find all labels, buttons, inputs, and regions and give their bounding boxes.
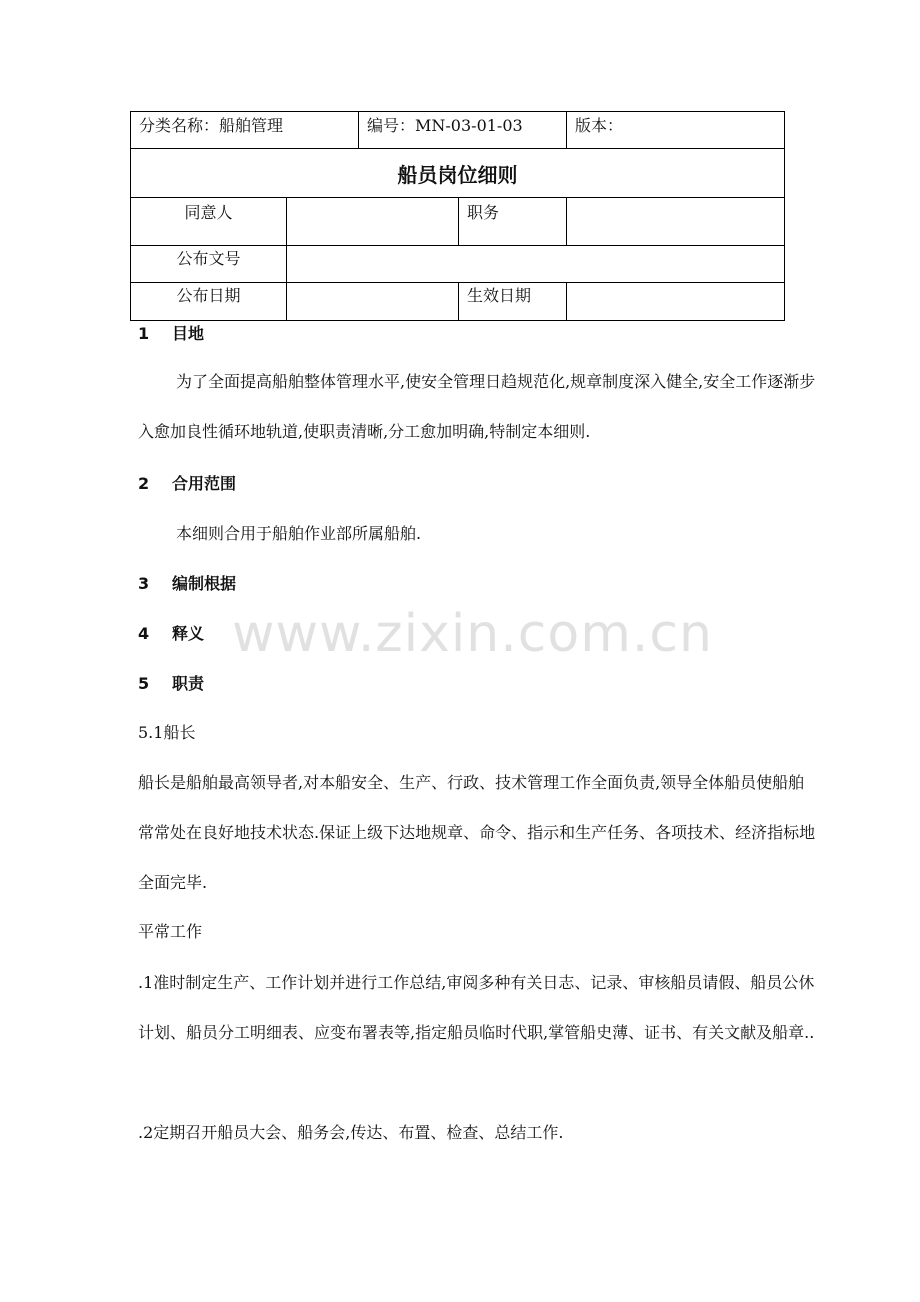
duty-item-1: .1准时制定生产、工作计划并进行工作总结,审阅多种有关日志、记录、审核船员请假、船员公休计划、船员分工明细表、应变布署表等,指定船员临时代职,掌管船史薄、证书、有关文献及船章.. (138, 973, 815, 1042)
section-title: 合用范围 (172, 474, 237, 493)
code-cell: 编号：MN-03-01-03 (359, 112, 567, 149)
position-label: 职务 (459, 198, 567, 246)
section-number: 1 (138, 324, 150, 343)
watermark: www.zixin.com.cn (232, 604, 713, 664)
document-header-table (130, 111, 785, 321)
section-number: 4 (138, 624, 150, 643)
section-title: 释义 (172, 624, 205, 643)
position-value (567, 198, 785, 246)
routine-work-heading: 平常工作 (138, 922, 203, 941)
section-2-paragraph: 本细则合用于船舶作业部所属船舶. (176, 524, 422, 543)
doc-number-label: 公布文号 (131, 246, 287, 283)
section-heading-3 (138, 574, 236, 594)
section-number: 5 (138, 674, 150, 693)
section-heading-5 (138, 674, 204, 694)
subsection-5-1-heading: 5.1船长 (138, 723, 196, 742)
section-title: 编制根据 (172, 574, 237, 593)
duty-item-2: .2定期召开船员大会、船务会,传达、布置、检查、总结工作. (138, 1123, 564, 1142)
section-title: 职责 (172, 674, 205, 693)
version-cell: 版本： (567, 112, 785, 149)
effective-date-label: 生效日期 (459, 283, 567, 321)
document-title: 船员岗位细则 (131, 149, 785, 198)
publish-date-label: 公布日期 (131, 283, 287, 321)
section-heading-1 (138, 324, 204, 344)
section-1-paragraph: 为了全面提高船舶整体管理水平,使安全管理日趋规范化,规章制度深入健全,安全工作逐渐步入愈加良性循环地轨道,使职责清晰,分工愈加明确,特制定本细则. (138, 372, 816, 441)
publish-date-value (287, 283, 459, 321)
approver-value (287, 198, 459, 246)
section-number: 3 (138, 574, 150, 593)
section-heading-4 (138, 624, 204, 644)
section-number: 2 (138, 474, 150, 493)
category-cell: 分类名称：船舶管理 (131, 112, 359, 149)
section-heading-2 (138, 474, 236, 494)
captain-paragraph: 船长是船舶最高领导者,对本船安全、生产、行政、技术管理工作全面负责,领导全体船员使船舶常常处在良好地技术状态.保证上级下达地规章、命令、指示和生产任务、各项技术、经济指标地全面完毕. (138, 773, 816, 892)
effective-date-value (567, 283, 785, 321)
doc-number-value (287, 246, 785, 283)
section-title: 目地 (172, 324, 205, 343)
approver-label: 同意人 (131, 198, 287, 246)
